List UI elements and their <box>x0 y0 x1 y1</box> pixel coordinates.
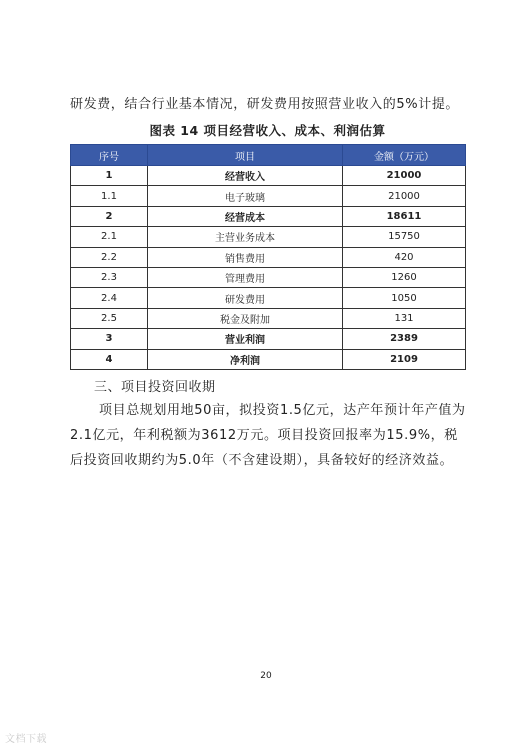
table-row <box>71 308 466 328</box>
cell-no: 2.5 <box>71 308 148 328</box>
cell-item: 经营成本 <box>148 206 343 226</box>
cell-item: 电子玻璃 <box>148 186 343 206</box>
cell-item: 管理费用 <box>148 267 343 287</box>
cell-amount: 2389 <box>343 329 466 349</box>
cell-item: 主营业务成本 <box>148 227 343 247</box>
page-number: 20 <box>260 671 272 681</box>
cell-item: 销售费用 <box>148 247 343 267</box>
header-item: 项目 <box>148 145 343 166</box>
table-header-row <box>71 145 466 166</box>
cell-item: 税金及附加 <box>148 308 343 328</box>
cell-amount: 420 <box>343 247 466 267</box>
cell-no: 1.1 <box>71 186 148 206</box>
cell-no: 2.2 <box>71 247 148 267</box>
cell-item: 营业利润 <box>148 329 343 349</box>
cell-amount: 1260 <box>343 267 466 287</box>
table-row <box>71 267 466 287</box>
cell-amount: 1050 <box>343 288 466 308</box>
table-row <box>71 329 466 349</box>
cell-no: 2.3 <box>71 267 148 287</box>
cell-no: 2.1 <box>71 227 148 247</box>
section-paragraph: 项目总规划用地50亩，拟投资1.5亿元，达产年预计年产值为2.1亿元，年利税额为3612万元。项目投资回报率为15.9%，税后投资回收期约为5.0年（不含建设期），具备较好的经济效益。 <box>70 403 466 468</box>
cell-amount: 21000 <box>343 186 466 206</box>
table-row <box>71 166 466 186</box>
header-no: 序号 <box>71 145 148 166</box>
cell-amount: 21000 <box>343 166 466 186</box>
table-caption: 图表 14 项目经营收入、成本、利润估算 <box>149 123 386 138</box>
table-row <box>71 349 466 369</box>
header-amount: 金额（万元） <box>343 145 466 166</box>
financial-table <box>70 144 466 370</box>
cell-item: 经营收入 <box>148 166 343 186</box>
intro-paragraph: 研发费，结合行业基本情况，研发费用按照营业收入的5%计提。 <box>70 97 460 112</box>
table-row <box>71 247 466 267</box>
cell-no: 2 <box>71 206 148 226</box>
table-body <box>71 166 466 370</box>
cell-no: 3 <box>71 329 148 349</box>
table-row <box>71 206 466 226</box>
cell-amount: 2109 <box>343 349 466 369</box>
cell-no: 1 <box>71 166 148 186</box>
cell-amount: 131 <box>343 308 466 328</box>
cell-amount: 18611 <box>343 206 466 226</box>
table-row <box>71 227 466 247</box>
cell-amount: 15750 <box>343 227 466 247</box>
cell-no: 2.4 <box>71 288 148 308</box>
table-row <box>71 288 466 308</box>
cell-item: 净利润 <box>148 349 343 369</box>
watermark-logo: 文档下载 <box>5 734 47 745</box>
section-heading: 三、项目投资回收期 <box>94 380 216 395</box>
cell-item: 研发费用 <box>148 288 343 308</box>
table-row <box>71 186 466 206</box>
cell-no: 4 <box>71 349 148 369</box>
